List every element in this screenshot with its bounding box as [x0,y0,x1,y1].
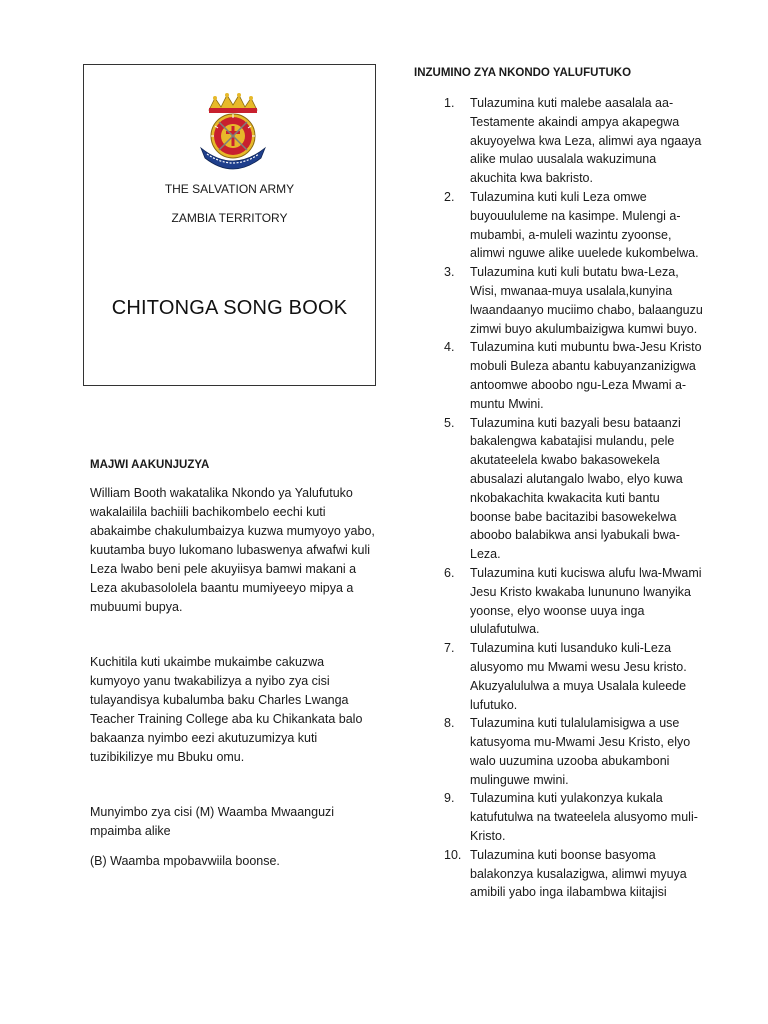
list-item-number: 4. [444,340,455,355]
list-item-text: Tulazumina kuti tulalulamisigwa a use katusyoma mu-Mwami Jesu Kristo, elyo walo uuzumina uzooba abukamboni mulinguwe mwini. [470,716,691,787]
salvation-army-crest-icon [193,92,273,172]
list-item-text: Tulazumina kuti bazyali besu bataanzi bakalengwa kabatajisi mulandu, pele akutateelela kwabo bakasowekela abusalazi alutangalo lwabo, elyo kuwa nkobakachita kwakacita kuti bantu boonse babe bacitazibi basowekelwa aboobo balabikwa ansi lyabukali bwa-Leza. [470,415,683,562]
introduction-paragraph: Munyimbo zya cisi (M) Waamba Mwaanguzi mpaimba alike [90,805,335,838]
introduction-paragraph: (B) Waamba mpobavwiila boonse. [90,854,280,868]
introduction-heading: MAJWI AAKUNJUZYA [90,459,210,471]
book-title: CHITONGA SONG BOOK [111,297,348,319]
list-item-text: Tulazumina kuti kuli butatu bwa-Leza, Wisi, mwanaa-muya usalala,kunyina lwaandaanyo muciimo chabo, balaanguzu zimwi buyo akulumbaizigwa kumwi buyo. [470,265,703,336]
list-item-number: 7. [444,641,455,656]
introduction-paragraph: Kuchitila kuti ukaimbe mukaimbe cakuzwa kumyoyo yanu twakabilizya a nyibo zya cisi tulayandisya kubalumba baku Charles Lwanga Teacher Training College aba ku Chikankata balo bakaanza nyimbo eezi akutuzumizya kuti tuzibikilizye mu Bbuku omu. [90,655,363,764]
list-item-text: Tulazumina kuti mubuntu bwa-Jesu Kristo mobuli Buleza abantu kabuyanzanizigwa antoomwe aboobo ngu-Leza Mwami a-muntu Mwini. [470,340,702,411]
list-item-number: 5. [444,415,455,430]
list-item-text: Tulazumina kuti kuciswa alufu lwa-Mwami Jesu Kristo kwakaba lunununo lwanyika yoonse, elyo woonse uuya inga ululafutulwa. [470,565,702,637]
list-item [414,414,704,564]
creed-list [414,94,704,902]
list-item [414,789,704,845]
list-item [414,263,704,338]
introduction-section [90,456,375,882]
list-item [414,564,704,639]
creed-section [414,64,704,902]
list-item-text: Tulazumina kuti boonse basyoma balakonzya kusalazigwa, alimwi myuya amibili yabo inga ilabambwa kiitajisi [470,847,687,900]
territory-name: ZAMBIA TERRITORY [171,211,288,225]
cover-box [83,64,376,386]
list-item [414,188,704,263]
list-item-text: Tulazumina kuti lusanduko kuli-Leza alusyomo mu Mwami wesu Jesu kristo. Akuzyalululwa a muya Usalala kuleede lufutuko. [470,641,687,712]
list-item [414,338,704,413]
list-item-number: 1. [444,96,455,110]
list-item-number: 2. [444,189,455,204]
list-item [414,714,704,789]
creed-heading: INZUMINO ZYA NKONDO YALUFUTUKO [414,67,632,79]
list-item-number: 9. [444,791,455,806]
list-item [414,639,704,714]
list-item-number: 8. [444,716,455,731]
list-item-number: 10. [444,847,462,862]
list-item-text: Tulazumina kuti yulakonzya kukala katufutulwa na twateelela alusyomo muli-Kristo. [470,791,698,844]
list-item [414,846,704,902]
list-item-number: 6. [444,565,455,580]
list-item [414,94,704,188]
list-item-text: Tulazumina kuti malebe aasalala aa-Testamente akaindi ampya akapegwa akuyoyelwa kwa Leza, alimwi aya ngaaya alike mulao uusalala wakuzimuna akuchita kwa bakristo. [470,96,702,186]
introduction-paragraph: William Booth wakatalika Nkondo ya Yalufutuko wakalailila bachiili bachikombelo eechi kuti abakaimbe chakulumbaizya kuzwa mumyoyo yabo, kuutamba buyo lukomano lubaswenya afwafwi kuli Leza lwabo beni pele akuyiisya bamwi makani a Leza akubasololela baantu mumiyeeyo mipya a mubuumi bupya. [90,486,375,614]
organization-name: THE SALVATION ARMY [164,182,295,196]
list-item-text: Tulazumina kuti kuli Leza omwe buyouululeme na kasimpe. Mulengi a-mubambi, a-muleli wazintu zyoonse, alimwi nguwe alike uuelede kukombelwa. [470,189,699,261]
list-item-number: 3. [444,265,455,280]
